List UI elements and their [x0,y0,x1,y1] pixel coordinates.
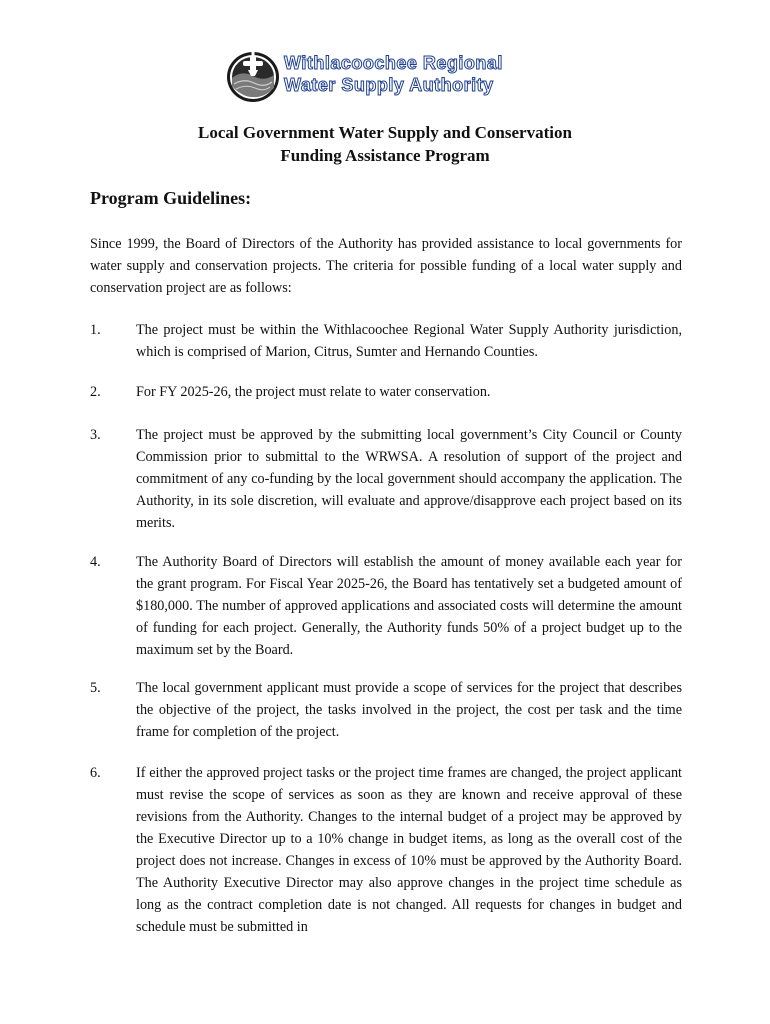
item-text: The project must be within the Withlacoochee Regional Water Supply Authority jurisdiction, which is comprised of Marion, Citrus, Sumter and Hernando Counties. [136,322,682,360]
guideline-item-1 [90,319,682,363]
section-heading: Program Guidelines: [90,188,252,208]
wrwsa-logo [224,48,554,104]
guideline-item-5 [90,677,682,743]
logo-line-1: Withlacoochee Regional [284,53,503,73]
item-text: The Authority Board of Directors will establish the amount of money available each year for the grant program. For Fiscal Year 2025-26, the Board has tentatively set a budgeted amount of $180,000. The number of approved applications and associated costs will determine the amount of funding for each project. Generally, the Authority funds 50% of a project budget up to the maximum set by the Board. [136,554,682,658]
logo-line-2: Water Supply Authority [284,75,494,95]
guideline-item-3 [90,424,682,534]
item-number: 6. [90,765,101,781]
document-title [0,121,770,167]
guideline-item-2 [90,381,682,403]
guideline-item-6 [90,762,682,938]
item-text: For FY 2025-26, the project must relate to water conservation. [136,384,491,400]
item-number: 5. [90,680,101,696]
logo-wordmark [284,52,503,96]
item-text: The local government applicant must provide a scope of services for the project that describes the objective of the project, the tasks involved in the project, the cost per task and the time frame for completion of the project. [136,680,682,740]
guideline-item-4 [90,551,682,661]
title-line-1: Local Government Water Supply and Conservation [198,123,572,142]
intro-paragraph: Since 1999, the Board of Directors of the Authority has provided assistance to local governments for water supply and conservation projects. The criteria for possible funding of a local water supply and conservation project are as follows: [90,236,682,296]
item-number: 1. [90,322,101,338]
item-number: 3. [90,427,101,443]
water-tower-emblem-icon [224,48,282,104]
item-number: 4. [90,554,101,570]
item-text: The project must be approved by the submitting local government’s City Council or County Commission prior to submittal to the WRWSA. A resolution of support of the project and commitment of any co-funding by the local government should accompany the application. The Authority, in its sole discretion, will evaluate and approve/disapprove each project based on its merits. [136,427,682,531]
item-number: 2. [90,384,101,400]
item-text: If either the approved project tasks or the project time frames are changed, the project applicant must revise the scope of services as soon as they are known and receive approval of these revisions from the Authority. Changes to the internal budget of a project may be approved by the Executive Director up to a 10% change in budget items, as long as the overall cost of the project does not increase. Changes in excess of 10% must be approved by the Authority Board. The Authority Executive Director may also approve changes in the project time schedule as long as the contract completion date is not changed. All requests for changes in budget and schedule must be submitted in [136,765,682,935]
title-line-2: Funding Assistance Program [280,146,490,165]
